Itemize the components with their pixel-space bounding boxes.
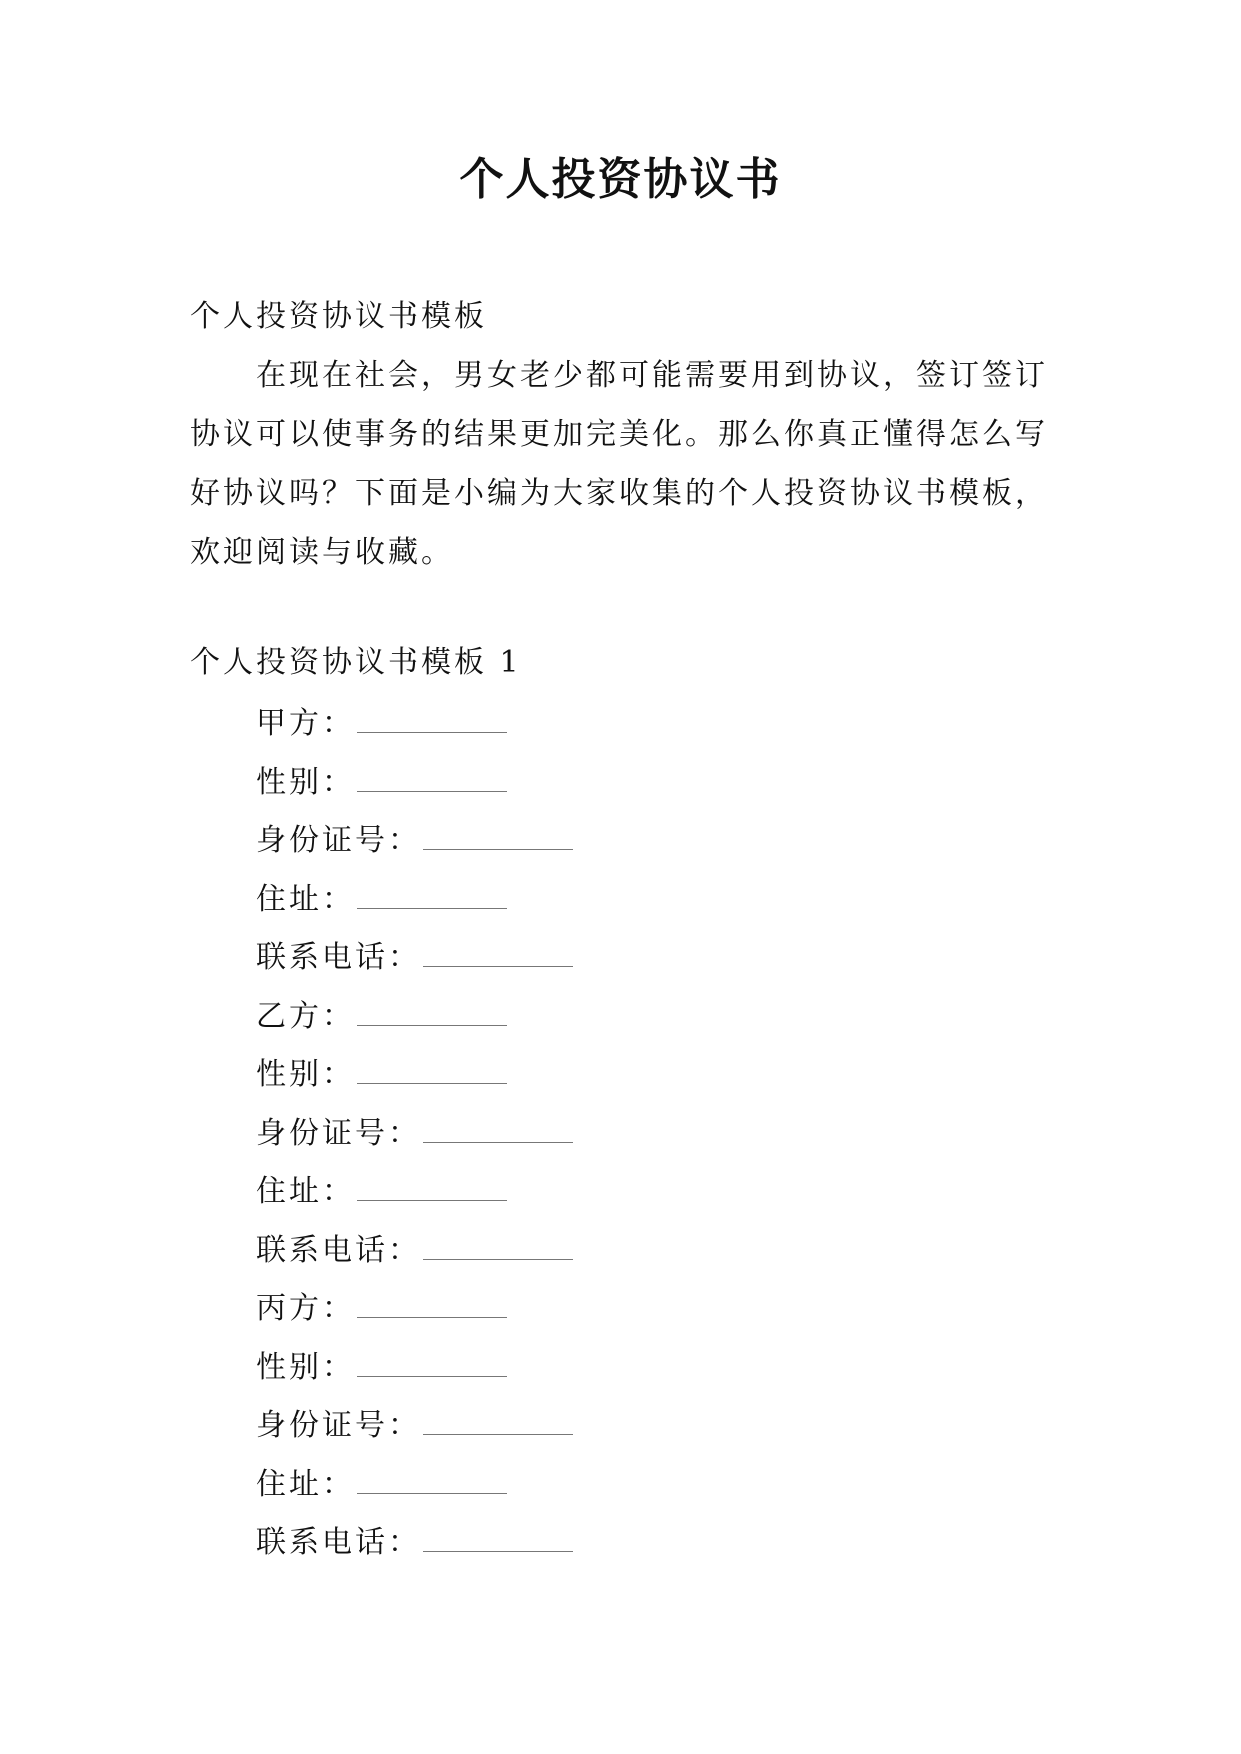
field-row <box>256 1397 573 1456</box>
blank-line <box>357 1293 507 1318</box>
field-row <box>256 1456 573 1515</box>
field-label: 联系电话： <box>256 1525 421 1560</box>
field-row <box>256 1280 573 1339</box>
blank-line <box>357 1176 507 1201</box>
document-title: 个人投资协议书 <box>459 154 782 205</box>
field-row <box>256 812 573 871</box>
field-row <box>256 1514 573 1573</box>
field-label: 联系电话： <box>256 1232 421 1268</box>
blank-line <box>423 1527 573 1552</box>
field-label: 住址： <box>256 1174 355 1209</box>
blank-line <box>423 1235 573 1260</box>
field-row <box>256 754 573 813</box>
blank-line <box>357 767 507 792</box>
field-label: 性别： <box>256 1349 355 1385</box>
blank-line <box>357 1352 507 1377</box>
field-row <box>256 871 573 930</box>
template-section <box>190 634 1070 692</box>
blank-line <box>357 1059 507 1084</box>
field-label: 乙方： <box>256 998 355 1034</box>
blank-line <box>357 708 507 733</box>
field-label: 身份证号： <box>256 1408 421 1443</box>
field-label: 性别： <box>256 1057 355 1092</box>
field-label: 住址： <box>256 1466 355 1502</box>
blank-line <box>357 1001 507 1026</box>
blank-line <box>423 942 573 967</box>
section-intro <box>190 288 1070 582</box>
field-row <box>256 929 573 988</box>
field-label: 身份证号： <box>256 1115 421 1151</box>
field-row <box>256 988 573 1047</box>
blank-line <box>423 825 573 850</box>
field-row <box>256 1339 573 1398</box>
field-label: 住址： <box>256 881 355 917</box>
blank-line <box>357 1469 507 1494</box>
field-row <box>256 1222 573 1281</box>
field-row <box>256 1163 573 1222</box>
field-row <box>256 695 573 754</box>
blank-line <box>423 1118 573 1143</box>
template-heading: 个人投资协议书模板 1 <box>190 645 522 680</box>
section-heading: 个人投资协议书模板 <box>190 299 487 334</box>
field-row <box>256 1046 573 1105</box>
blank-line <box>423 1410 573 1435</box>
field-label: 甲方： <box>256 706 355 741</box>
field-row <box>256 1105 573 1164</box>
field-label: 丙方： <box>256 1291 355 1326</box>
party-fields <box>256 695 573 1573</box>
field-label: 联系电话： <box>256 940 421 975</box>
field-label: 身份证号： <box>256 823 421 858</box>
blank-line <box>357 884 507 909</box>
field-label: 性别： <box>256 764 355 800</box>
intro-paragraph: 在现在社会，男女老少都可能需要用到协议，签订签订协议可以使事务的结果更加完美化。那么你真正懂得怎么写好协议吗？下面是小编为大家收集的个人投资协议书模板，欢迎阅读与收藏。 <box>190 358 1048 570</box>
